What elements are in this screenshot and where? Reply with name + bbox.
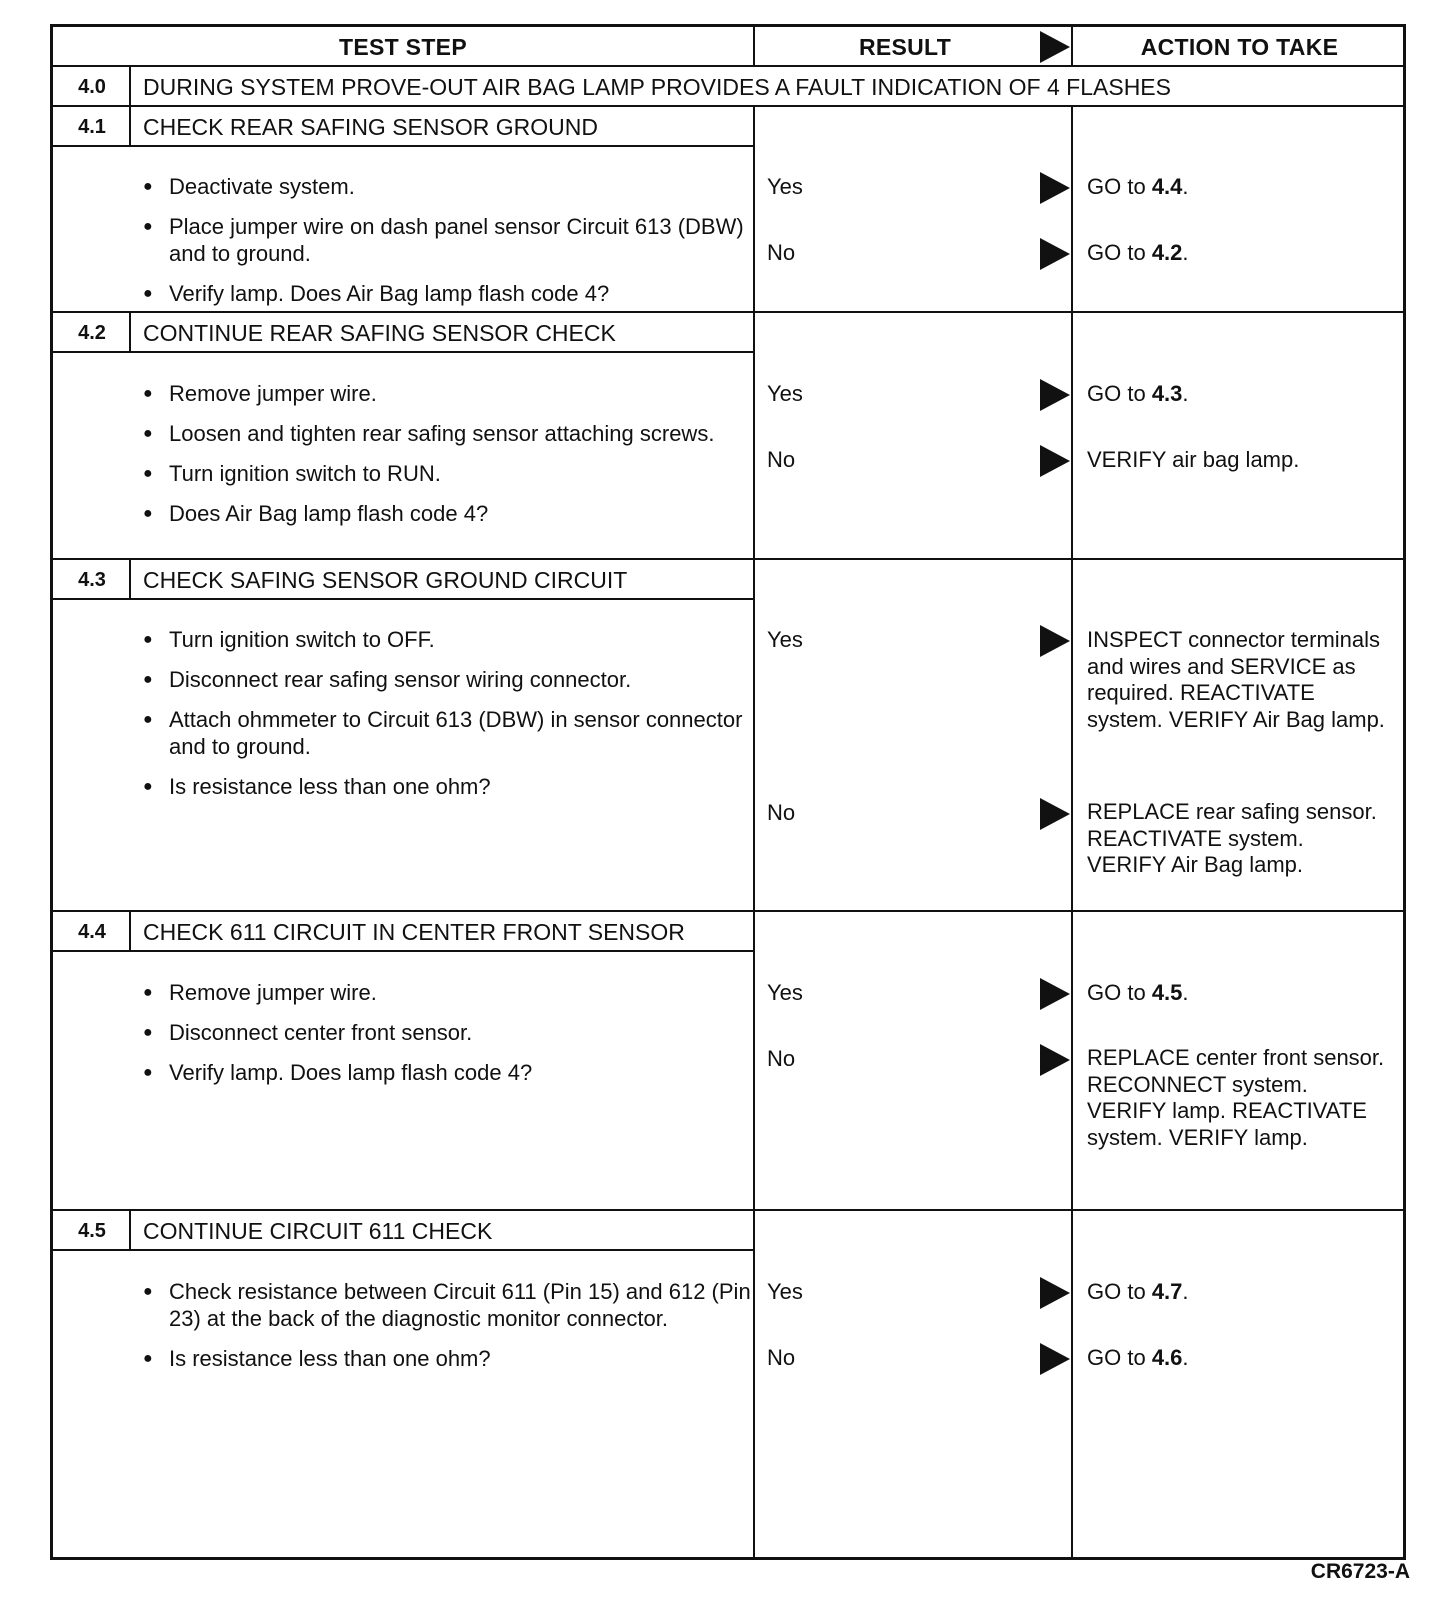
step-title: CHECK 611 CIRCUIT IN CENTER FRONT SENSOR	[143, 918, 685, 945]
arrow-icon	[1040, 1044, 1070, 1076]
bullet-item: ● Verify lamp. Does Air Bag lamp flash code 4?	[143, 280, 763, 307]
result-no: No	[767, 1345, 796, 1370]
step-bullets	[143, 979, 763, 1099]
arrow-icon	[1040, 172, 1070, 204]
action-column-line	[1071, 107, 1073, 1557]
header-arrow-icon	[1040, 31, 1070, 63]
step-bullets	[143, 626, 763, 813]
arrow-icon	[1040, 625, 1070, 657]
result-yes: Yes	[767, 627, 803, 652]
arrow-icon	[1040, 1343, 1070, 1375]
step-title: CONTINUE CIRCUIT 611 CHECK	[143, 1217, 493, 1244]
number-divider	[129, 107, 131, 147]
number-divider	[129, 1211, 131, 1251]
action-no: REPLACE center front sensor. RECONNECT system. VERIFY lamp. REACTIVATE system. VERIFY lamp.	[1087, 1045, 1385, 1150]
number-divider	[129, 67, 131, 107]
bullet-item: ● Loosen and tighten rear safing sensor attaching screws.	[143, 420, 763, 447]
result-no: No	[767, 1046, 796, 1071]
figure-code: CR6723-A	[1310, 1560, 1410, 1583]
arrow-icon	[1040, 978, 1070, 1010]
action-no: GO to 4.6.	[1087, 1345, 1189, 1370]
number-divider	[129, 313, 131, 353]
header-test-step: TEST STEP	[339, 33, 467, 60]
header-action: ACTION TO TAKE	[1140, 33, 1339, 60]
action-yes: INSPECT connector terminals and wires and SERVICE as required. REACTIVATE system. VERIFY Air Bag lamp.	[1087, 627, 1385, 732]
bullet-item: ● Deactivate system.	[143, 173, 763, 200]
bullet-item: ● Remove jumper wire.	[143, 979, 763, 1006]
number-divider	[129, 560, 131, 600]
action-no: REPLACE rear safing sensor. REACTIVATE system. VERIFY Air Bag lamp.	[1087, 799, 1377, 877]
bullet-item: ● Remove jumper wire.	[143, 380, 763, 407]
header-divider	[1071, 27, 1073, 67]
result-yes: Yes	[767, 381, 803, 406]
bullet-item: ● Check resistance between Circuit 611 (Pin 15) and 612 (Pin 23) at the back of the diagnostic monitor connector.	[143, 1278, 763, 1332]
header-divider	[753, 27, 755, 67]
bullet-item: ● Turn ignition switch to RUN.	[143, 460, 763, 487]
arrow-icon	[1040, 798, 1070, 830]
diagnostic-table	[50, 24, 1406, 1560]
title-rule	[53, 1249, 753, 1251]
result-yes: Yes	[767, 980, 803, 1005]
arrow-icon	[1040, 1277, 1070, 1309]
title-rule	[53, 351, 753, 353]
step-title: CONTINUE REAR SAFING SENSOR CHECK	[143, 319, 616, 346]
step-number: 4.2	[78, 321, 106, 344]
title-rule	[53, 950, 753, 952]
number-divider	[129, 912, 131, 952]
step-number: 4.3	[78, 568, 106, 591]
step-title: CHECK SAFING SENSOR GROUND CIRCUIT	[143, 566, 628, 593]
step-bullets	[143, 380, 763, 540]
header-result: RESULT	[858, 33, 952, 60]
step-number: 4.4	[78, 920, 106, 943]
result-no: No	[767, 447, 796, 472]
result-yes: Yes	[767, 174, 803, 199]
step-number: 4.0	[78, 75, 106, 98]
arrow-icon	[1040, 379, 1070, 411]
action-no: VERIFY air bag lamp.	[1087, 447, 1300, 472]
action-yes: GO to 4.3.	[1087, 381, 1189, 406]
step-number: 4.5	[78, 1219, 106, 1242]
action-yes: GO to 4.4.	[1087, 174, 1189, 199]
bullet-item: ● Turn ignition switch to OFF.	[143, 626, 763, 653]
title-rule	[53, 145, 753, 147]
result-no: No	[767, 800, 796, 825]
step-bullets	[143, 173, 763, 320]
bullet-item: ● Does Air Bag lamp flash code 4?	[143, 500, 763, 527]
action-no: GO to 4.2.	[1087, 240, 1189, 265]
bullet-item: ● Is resistance less than one ohm?	[143, 773, 763, 800]
banner-row	[53, 67, 1403, 107]
step-number: 4.1	[78, 115, 106, 138]
action-yes: GO to 4.5.	[1087, 980, 1189, 1005]
arrow-icon	[1040, 445, 1070, 477]
bullet-item: ● Is resistance less than one ohm?	[143, 1345, 763, 1372]
bullet-item: ● Disconnect center front sensor.	[143, 1019, 763, 1046]
banner-text: DURING SYSTEM PROVE-OUT AIR BAG LAMP PROVIDES A FAULT INDICATION OF 4 FLASHES	[143, 73, 1171, 100]
result-no: No	[767, 240, 796, 265]
step-bullets	[143, 1278, 763, 1385]
bullet-item: ● Place jumper wire on dash panel sensor Circuit 613 (DBW) and to ground.	[143, 213, 763, 267]
bullet-item: ● Disconnect rear safing sensor wiring connector.	[143, 666, 763, 693]
title-rule	[53, 598, 753, 600]
bullet-item: ● Verify lamp. Does lamp flash code 4?	[143, 1059, 763, 1086]
result-yes: Yes	[767, 1279, 803, 1304]
arrow-icon	[1040, 238, 1070, 270]
bullet-item: ● Attach ohmmeter to Circuit 613 (DBW) in sensor connector and to ground.	[143, 706, 763, 760]
action-yes: GO to 4.7.	[1087, 1279, 1189, 1304]
step-title: CHECK REAR SAFING SENSOR GROUND	[143, 113, 598, 140]
